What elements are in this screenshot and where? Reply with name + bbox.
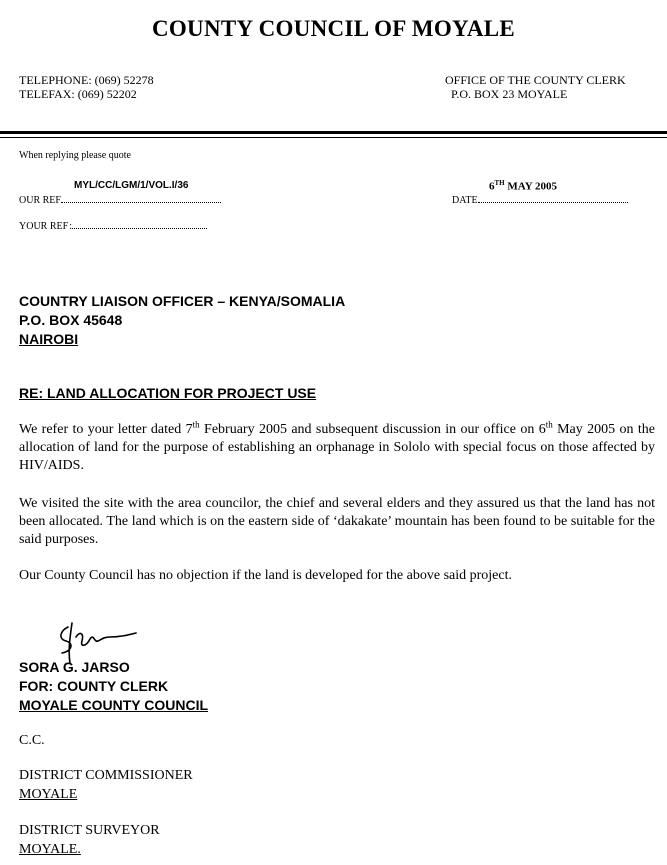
telefax: TELEFAX: (069) 52202 <box>19 87 137 101</box>
date-day: 6 <box>489 180 495 193</box>
our-ref-dots <box>61 193 221 203</box>
p1-part-a: We refer to your letter dated 7 <box>19 422 193 437</box>
header-rule-thick <box>0 131 667 134</box>
paragraph-2: We visited the site with the area councilor, the chief and several elders and they assured us that the land has not been allocated. The land which is on the eastern side of ‘dakakate’ mountain has been found to be suitable for the said purposes. <box>19 496 655 547</box>
our-ref-value: MYL/CC/LGM/1/VOL.I/36 <box>74 180 189 191</box>
recipient-line-2: P.O. BOX 45648 <box>19 312 123 328</box>
cc-recipient-2-title: DISTRICT SURVEYOR <box>19 823 160 838</box>
our-ref-label: OUR REF <box>19 195 61 206</box>
date-dots <box>478 193 628 203</box>
date-label: DATE <box>452 195 478 206</box>
cc-recipient-1-place: MOYALE <box>19 787 78 802</box>
header-rule-thin <box>0 137 667 138</box>
cc-recipient-2-place: MOYALE. <box>19 842 81 857</box>
date-sup: TH <box>494 179 505 187</box>
telephone: TELEPHONE: (069) 52278 <box>19 73 154 87</box>
cc-label: C.C. <box>19 733 45 748</box>
p1-sup-2: th <box>545 419 553 430</box>
our-ref-line <box>19 193 221 206</box>
your-ref-label: YOUR REF <box>19 221 69 232</box>
recipient-line-3: NAIROBI <box>19 331 79 347</box>
p1-sup-1: th <box>192 419 200 430</box>
signatory-org: MOYALE COUNTY COUNCIL <box>19 697 209 713</box>
replying-note: When replying please quote <box>19 150 131 161</box>
date-line <box>452 193 628 206</box>
your-ref-line: YOUR REF: <box>19 219 207 232</box>
cc-recipient-1-title: DISTRICT COMMISSIONER <box>19 768 193 783</box>
subject-line: RE: LAND ALLOCATION FOR PROJECT USE <box>19 385 317 401</box>
date-rest: MAY 2005 <box>504 180 557 193</box>
date-value <box>489 179 557 193</box>
signatory-name: SORA G. JARSO <box>19 659 130 675</box>
office-po-box: P.O. BOX 23 MOYALE <box>451 87 568 101</box>
signatory-for: FOR: COUNTY CLERK <box>19 678 169 694</box>
office-name: OFFICE OF THE COUNTY CLERK <box>445 73 626 87</box>
your-ref-dots <box>72 219 207 229</box>
paragraph-3: Our County Council has no objection if the land is developed for the above said project. <box>19 568 512 583</box>
p1-part-b: February 2005 and subsequent discussion in our office on 6 <box>199 422 546 437</box>
paragraph-1 <box>19 421 655 475</box>
recipient-line-1: COUNTRY LIAISON OFFICER – KENYA/SOMALIA <box>19 293 346 309</box>
letterhead-title: COUNTY COUNCIL OF MOYALE <box>151 16 516 41</box>
p1-part-c: May 2005 on the allocation of land for the purpose of establishing an orphanage in Sololo with special focus on those affected by HIV/AIDS. <box>19 422 656 473</box>
